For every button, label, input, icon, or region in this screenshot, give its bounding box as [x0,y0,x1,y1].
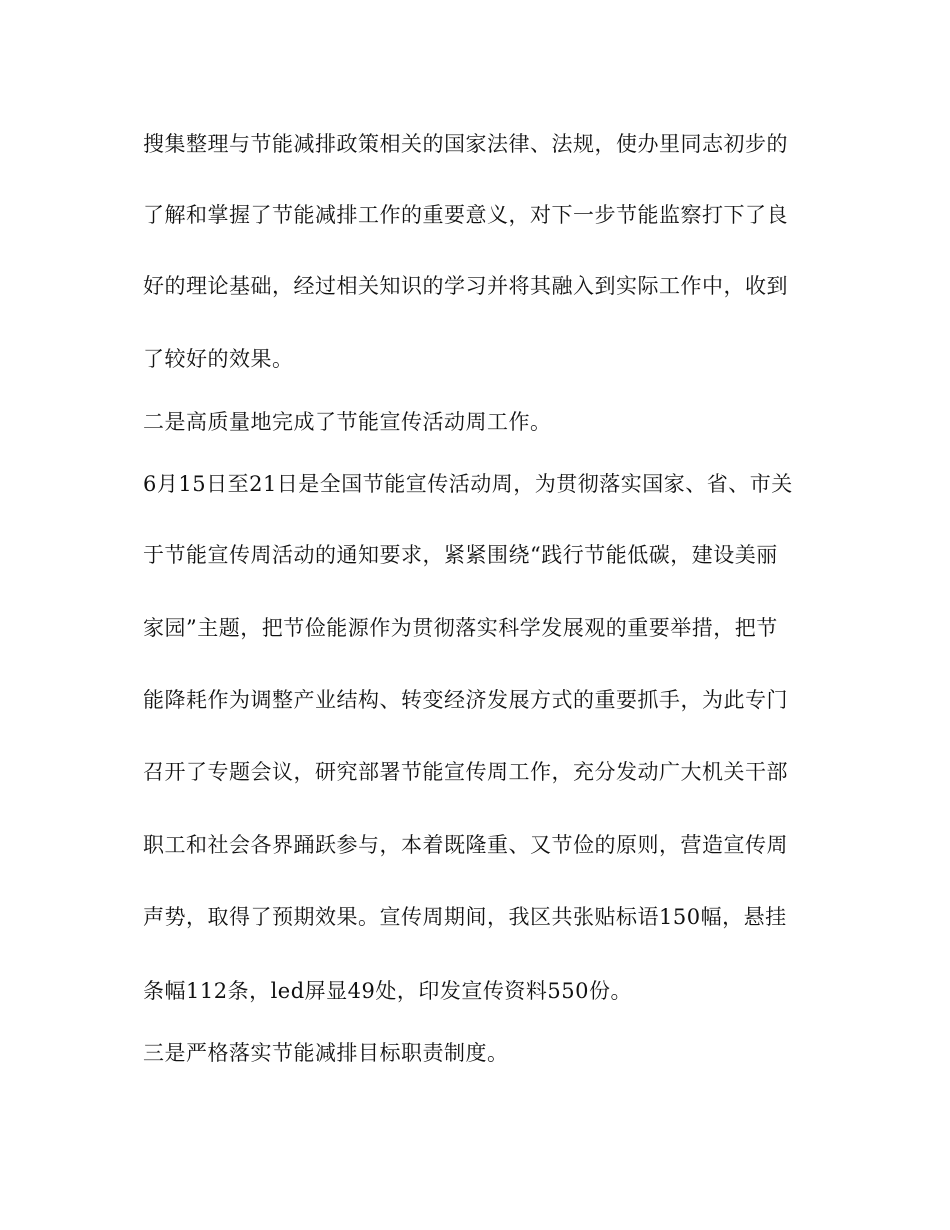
paragraph-3-line-1: 6月15日至21日是全国节能宣传活动周，为贯彻落实国家、省、市关 [143,472,793,496]
paragraph-1-line-3: 好的理论基础，经过相关知识的学习并将其融入到实际工作中，收到 [143,274,788,298]
paragraph-1-line-4: 了较好的效果。 [143,347,294,371]
paragraph-4: 三是严格落实节能减排目标职责制度。 [143,1041,509,1065]
paragraph-3-line-2: 于节能宣传周活动的通知要求，紧紧围绕“践行节能低碳，建设美丽 [143,543,778,567]
paragraph-2: 二是高质量地完成了节能宣传活动周工作。 [143,410,552,434]
paragraph-3-line-6: 职工和社会各界踊跃参与，本着既隆重、又节俭的原则，营造宣传周 [143,833,788,857]
paragraph-3-line-5: 召开了专题会议，研究部署节能宣传周工作，充分发动广大机关干部 [143,760,788,784]
paragraph-3-line-7: 声势，取得了预期效果。宣传周期间，我区共张贴标语150幅，悬挂 [143,905,787,929]
paragraph-3-line-8: 条幅112条，led屏显49处，印发宣传资料550份。 [143,979,632,1003]
paragraph-1-line-1: 搜集整理与节能减排政策相关的国家法律、法规，使办里同志初步的 [143,132,788,156]
paragraph-3-line-3: 家园”主题，把节俭能源作为贯彻落实科学发展观的重要举措，把节 [143,616,778,640]
paragraph-3-line-4: 能降耗作为调整产业结构、转变经济发展方式的重要抓手，为此专门 [143,688,788,712]
paragraph-1-line-2: 了解和掌握了节能减排工作的重要意义，对下一步节能监察打下了良 [143,203,788,227]
